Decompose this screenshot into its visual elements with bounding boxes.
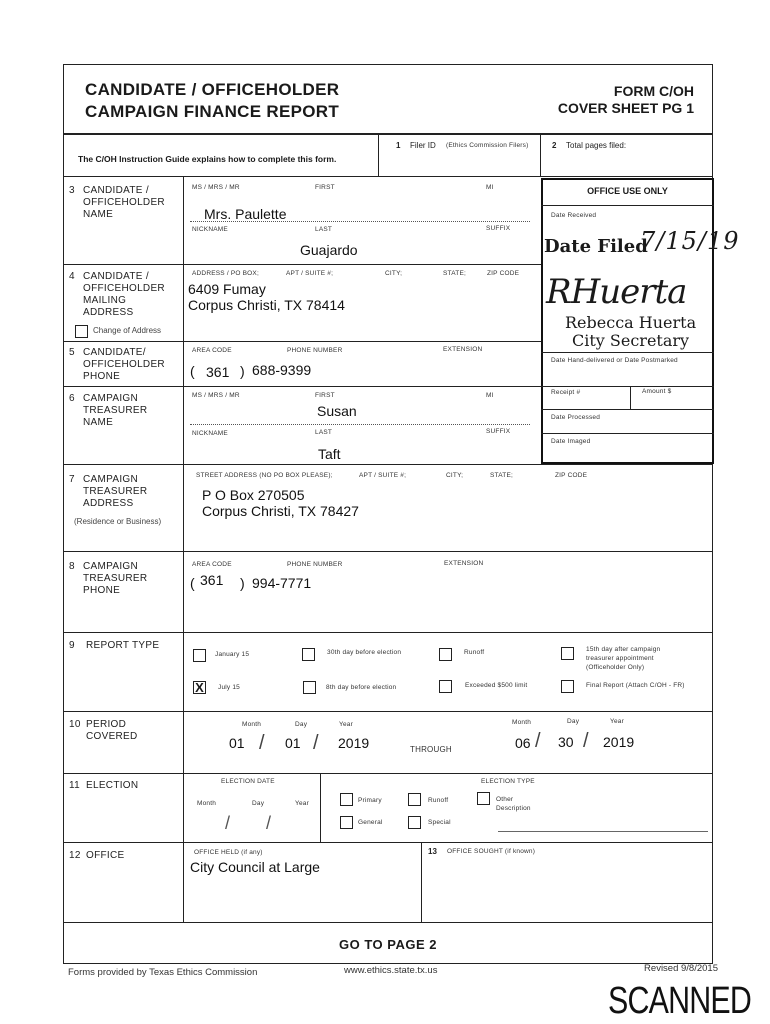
s10-from-slash-2: /	[313, 732, 319, 754]
s10-from-slash-1: /	[259, 732, 265, 754]
filer-id-sub: (Ethics Commission Filers)	[446, 142, 529, 149]
s11-slash-1: /	[225, 813, 231, 833]
receipt-label: Receipt #	[551, 389, 581, 396]
instruction-text: The C/OH Instruction Guide explains how to complete this form.	[78, 154, 337, 164]
filer-id-num: 1	[396, 141, 401, 150]
8th-day-before-checkbox[interactable]	[303, 681, 316, 694]
s11-day-label: Day	[252, 800, 265, 807]
s7-label-1: CAMPAIGN	[83, 474, 138, 485]
s4-field-apt: APT / SUITE #;	[286, 270, 334, 277]
s6-field-nick: NICKNAME	[192, 430, 228, 437]
s10-num: 10	[69, 719, 81, 730]
date-filed-value: 7/15/19	[640, 227, 740, 255]
s8-num: 8	[69, 561, 75, 572]
s8-label-2: TREASURER	[83, 573, 148, 584]
date-hand-label: Date Hand-delivered or Date Postmarked	[551, 357, 678, 364]
office-use-divider-3	[541, 409, 714, 410]
form-title-line2: CAMPAIGN FINANCE REPORT	[85, 102, 340, 121]
july-15-checkbox[interactable]: X	[193, 681, 206, 694]
s5-phone-value[interactable]: 688-9399	[252, 362, 312, 378]
s10-to-year-label: Year	[610, 718, 624, 725]
s5-field-phone: PHONE NUMBER	[287, 347, 343, 354]
s6-label-2: TREASURER	[83, 405, 148, 416]
s4-address-line1[interactable]: 6409 Fumay	[188, 281, 266, 297]
s10-to-day[interactable]: 30	[558, 734, 574, 750]
s7-sub: (Residence or Business)	[74, 517, 162, 526]
s8-phone-value[interactable]: 994-7771	[252, 575, 312, 591]
s5-num: 5	[69, 347, 75, 358]
15th-day-after-label-1: 15th day after campaign	[586, 646, 661, 653]
s4-label-4: ADDRESS	[83, 307, 134, 318]
s7-field-street: STREET ADDRESS (NO PO BOX PLEASE);	[196, 472, 333, 479]
s4-bottom	[63, 341, 541, 342]
secretary-role: City Secretary	[572, 331, 690, 350]
s12-label: OFFICE	[86, 850, 125, 861]
s5-paren-open: (	[190, 363, 195, 379]
s4-field-city: CITY;	[385, 270, 403, 277]
30th-day-before-checkbox[interactable]	[302, 648, 315, 661]
s5-label-2: OFFICEHOLDER	[83, 359, 165, 370]
s11-bottom	[63, 842, 713, 843]
s10-to-slash-1: /	[535, 730, 541, 752]
s7-field-state: STATE;	[490, 472, 513, 479]
30th-day-before-label: 30th day before election	[327, 649, 402, 656]
s6-field-first: FIRST	[315, 392, 335, 399]
other-checkbox[interactable]	[477, 792, 490, 805]
s3-field-nick: NICKNAME	[192, 226, 228, 233]
s11-num: 11	[69, 780, 80, 791]
exceeded-limit-checkbox[interactable]	[439, 680, 452, 693]
s5-label-1: CANDIDATE/	[83, 347, 146, 358]
filer-id-label: Filer ID	[410, 141, 436, 150]
s7-bottom	[63, 551, 713, 552]
special-checkbox[interactable]	[408, 816, 421, 829]
s11-month-label: Month	[197, 800, 217, 807]
january-15-checkbox[interactable]	[193, 649, 206, 662]
15th-day-after-checkbox[interactable]	[561, 647, 574, 660]
s8-paren-close: )	[240, 575, 245, 591]
s5-field-ext: EXTENSION	[443, 346, 483, 353]
s11-slash-2: /	[266, 813, 272, 833]
s10-from-month[interactable]: 01	[229, 735, 245, 751]
s6-label-1: CAMPAIGN	[83, 393, 138, 404]
s3-label-1: CANDIDATE /	[83, 185, 149, 196]
s3-field-suffix: SUFFIX	[486, 225, 511, 232]
footer-left: Forms provided by Texas Ethics Commission	[68, 967, 258, 978]
s7-address-line2[interactable]: Corpus Christi, TX 78427	[202, 503, 359, 519]
total-pages-num: 2	[552, 141, 557, 150]
s7-field-city: CITY;	[446, 472, 464, 479]
8th-day-before-label: 8th day before election	[326, 684, 397, 691]
s7-label-3: ADDRESS	[83, 498, 134, 509]
s3-field-last: LAST	[315, 226, 333, 233]
primary-label: Primary	[358, 797, 382, 804]
s11-year-label: Year	[295, 800, 309, 807]
s3-field-mi: MI	[486, 184, 494, 191]
description-label: Description	[496, 805, 531, 812]
s8-area-value[interactable]: 361	[200, 572, 224, 588]
s6-field-mi: MI	[486, 392, 494, 399]
go-to-page-2: GO TO PAGE 2	[339, 937, 437, 952]
s6-field-suffix: SUFFIX	[486, 428, 511, 435]
change-of-address-label: Change of Address	[93, 326, 162, 335]
s5-paren-close: )	[240, 363, 245, 379]
header-divider	[63, 133, 713, 135]
general-label: General	[358, 819, 383, 826]
s3-field-title: MS / MRS / MR	[192, 184, 240, 191]
exceeded-limit-label: Exceeded $500 limit	[465, 682, 528, 689]
final-report-checkbox[interactable]	[561, 680, 574, 693]
s7-label-2: TREASURER	[83, 486, 148, 497]
s6-last-value[interactable]: Taft	[318, 446, 341, 462]
s6-field-last: LAST	[315, 429, 333, 436]
office-use-title-divider	[541, 205, 714, 206]
s7-field-zip: ZIP CODE	[555, 472, 588, 479]
s12-office-held-value[interactable]: City Council at Large	[190, 859, 320, 875]
s6-label-3: NAME	[83, 417, 114, 428]
footer-center: www.ethics.state.tx.us	[344, 965, 438, 976]
s3-last-value[interactable]: Guajardo	[300, 242, 358, 258]
special-label: Special	[428, 819, 451, 826]
form-id-line2: COVER SHEET PG 1	[557, 100, 694, 116]
s10-from-month-label: Month	[242, 721, 262, 728]
s10-label-1: PERIOD	[86, 719, 127, 730]
s13-num: 13	[428, 847, 437, 856]
s10-to-month-label: Month	[512, 719, 532, 726]
s4-label-1: CANDIDATE /	[83, 271, 149, 282]
s8-paren-open: (	[190, 575, 195, 591]
s10-to-month[interactable]: 06	[515, 735, 531, 751]
s12-bottom	[63, 922, 713, 923]
s3-label-2: OFFICEHOLDER	[83, 197, 165, 208]
s12-office-held-label: OFFICE HELD (if any)	[194, 849, 263, 856]
s10-from-day[interactable]: 01	[285, 735, 301, 751]
s6-field-title: MS / MRS / MR	[192, 392, 240, 399]
s5-label-3: PHONE	[83, 371, 121, 382]
s6-num: 6	[69, 393, 75, 404]
s10-label-2: COVERED	[86, 731, 138, 742]
s4-field-zip: ZIP CODE	[487, 270, 520, 277]
total-pages-left-border	[540, 134, 541, 176]
s6-bottom	[63, 464, 713, 465]
s7-num: 7	[69, 474, 75, 485]
date-received-label: Date Received	[551, 212, 597, 219]
s8-bottom	[63, 632, 713, 633]
s3-bottom	[63, 264, 541, 265]
s5-area-value[interactable]: 361	[206, 364, 230, 380]
s10-bottom	[63, 773, 713, 774]
change-of-address-checkbox[interactable]	[75, 325, 88, 338]
s7-field-apt: APT / SUITE #;	[359, 472, 407, 479]
july-15-label: July 15	[218, 684, 240, 691]
s11-election-date: ELECTION DATE	[221, 778, 275, 785]
s10-through: THROUGH	[410, 745, 452, 754]
s12-num: 12	[69, 850, 81, 861]
s6-dotted-line	[190, 424, 530, 425]
office-use-divider-2	[541, 386, 714, 387]
s8-field-area: AREA CODE	[192, 561, 232, 568]
s7-address-line1[interactable]: P O Box 270505	[202, 487, 305, 503]
runoff-election-checkbox[interactable]	[408, 793, 421, 806]
other-label: Other	[496, 796, 514, 803]
total-pages-label: Total pages filed:	[566, 141, 627, 150]
s8-label-1: CAMPAIGN	[83, 561, 138, 572]
form-id-line1: FORM C/OH	[613, 83, 694, 99]
row-divider-top	[63, 176, 713, 177]
s3-label-3: NAME	[83, 209, 114, 220]
amount-label: Amount $	[642, 388, 672, 395]
15th-day-after-label-2: treasurer appointment	[586, 655, 654, 662]
s3-dotted-line	[190, 221, 530, 222]
s8-label-3: PHONE	[83, 585, 121, 596]
form-title-line1: CANDIDATE / OFFICEHOLDER	[85, 80, 340, 99]
office-use-divider-4	[541, 433, 714, 434]
s13-office-sought-label: OFFICE SOUGHT (if known)	[447, 848, 536, 855]
s9-num: 9	[69, 640, 75, 651]
s3-num: 3	[69, 185, 75, 196]
s10-from-year[interactable]: 2019	[338, 735, 370, 751]
s10-from-year-label: Year	[339, 721, 353, 728]
s11-election-type: ELECTION TYPE	[481, 778, 535, 785]
s4-address-line2[interactable]: Corpus Christi, TX 78414	[188, 297, 345, 313]
15th-day-after-label-3: (Officeholder Only)	[586, 664, 645, 671]
office-use-title: OFFICE USE ONLY	[587, 186, 668, 196]
s11-date-type-divider	[320, 774, 321, 842]
signature: RHuerta	[546, 272, 687, 312]
office-use-divider-1	[541, 352, 714, 353]
description-underline[interactable]	[498, 831, 708, 832]
s4-field-state: STATE;	[443, 270, 466, 277]
date-imaged-label: Date Imaged	[551, 438, 591, 445]
primary-checkbox[interactable]	[340, 793, 353, 806]
date-processed-label: Date Processed	[551, 414, 601, 421]
general-checkbox[interactable]	[340, 816, 353, 829]
s4-field-addr: ADDRESS / PO BOX;	[192, 270, 259, 277]
s9-bottom	[63, 711, 713, 712]
s6-first-value[interactable]: Susan	[317, 403, 357, 419]
s4-num: 4	[69, 271, 75, 282]
runoff-report-checkbox[interactable]	[439, 648, 452, 661]
receipt-amount-divider	[630, 386, 631, 409]
s9-label: REPORT TYPE	[86, 640, 160, 651]
filer-id-left-border	[378, 134, 379, 176]
s8-field-ext: EXTENSION	[444, 560, 484, 567]
s10-from-day-label: Day	[295, 721, 308, 728]
scanned-stamp: SCANNED	[608, 980, 752, 1022]
s10-to-year[interactable]: 2019	[603, 734, 635, 750]
runoff-report-label: Runoff	[464, 649, 485, 656]
footer-right: Revised 9/8/2015	[644, 963, 718, 974]
label-column-divider	[183, 177, 184, 922]
s4-label-2: OFFICEHOLDER	[83, 283, 165, 294]
s3-field-first: FIRST	[315, 184, 335, 191]
january-15-label: January 15	[215, 651, 250, 658]
secretary-name: Rebecca Huerta	[565, 313, 697, 332]
date-filed-label: Date Filed	[544, 236, 648, 257]
s10-to-slash-2: /	[583, 730, 589, 752]
s11-label: ELECTION	[86, 780, 139, 791]
runoff-election-label: Runoff	[428, 797, 449, 804]
s5-field-area: AREA CODE	[192, 347, 232, 354]
s12-s13-divider	[421, 843, 422, 922]
s10-to-day-label: Day	[567, 718, 580, 725]
s4-label-3: MAILING	[83, 295, 127, 306]
s8-field-phone: PHONE NUMBER	[287, 561, 343, 568]
final-report-label: Final Report (Attach C/OH - FR)	[586, 682, 685, 689]
s3-first-value[interactable]: Mrs. Paulette	[204, 206, 287, 222]
